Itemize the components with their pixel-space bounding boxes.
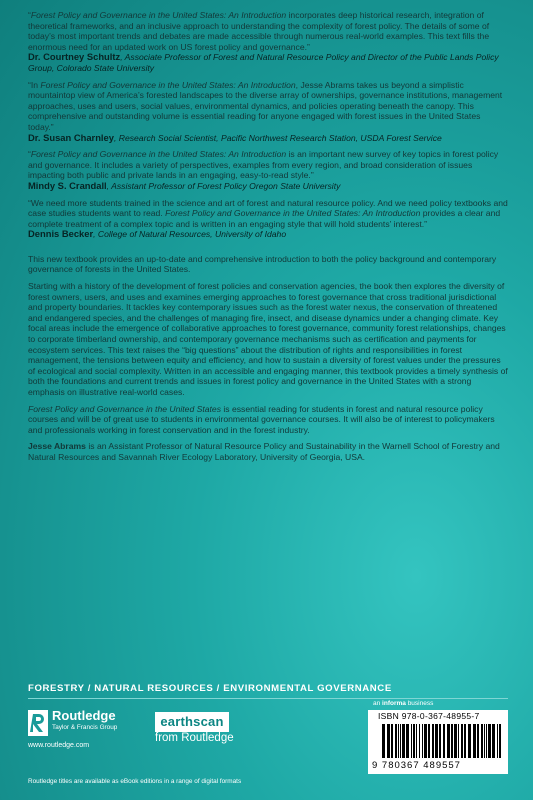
endorsement-text: “In Forest Policy and Governance in the United States: An Introduction, Jesse Abrams takes us beyond a simplistic mountaintop view of America’s forested landscapes to the diverse array of ownerships, governance institutions, management approaches, uses and users, social values, environmental dynamics, and policies operating beneath the canopy. This comprehensive and outstanding volume is essential reading for anyone engaged with forest issues in the United States today.” (28, 79, 503, 132)
endorsement-attribution: Dennis Becker, College of Natural Resources, University of Idaho (28, 228, 287, 240)
cover-text (28, 10, 508, 469)
imprint-from: from Routledge (155, 732, 234, 744)
endorsement-text: “Forest Policy and Governance in the United States: An Introduction incorporates deep historical research, integration of theoretical frameworks, and an inclusive approach to understanding the complexity of forest policy. The details of some of today’s most important trends and debates are made accessible through numerous real-world examples. This text fills the enormous need for an updated work on US forest policy and governance.” (28, 10, 490, 52)
description-body: Starting with a history of the development of forest policies and conservation agencies, the book then explores the diversity of forest owners, users, and uses and examines emerging approaches to forest governance that cross traditional jurisdictional and property boundaries. It tackles key contemporary issues such as the forest water nexus, the conservation of threatened and endangered species, and the challenges of managing fire, insect, and disease dynamics under a changing climate. Key focal areas include the emergence of collaborative approaches to forest governance, community forest relationships, changes to corporate timberland ownership, and contemporary governance mechanisms such as certification and payments for ecosystem services. This text raises the “big questions” about the distribution of rights and responsibilities in forest management, the tensions between equity and efficiency, and how to sustain a diversity of forest values under the pressures of ecological and social complexity. Written in an accessible and engaging manner, this textbook provides a timely synthesis of both the foundations and current trends and issues in forest policy and governance in the United States with a strong emphasis on illustrative real-world cases. (28, 281, 508, 397)
publisher-name: Routledge (52, 708, 116, 723)
endorsement-text: “Forest Policy and Governance in the United States: An Introduction is an important new survey of key topics in forest policy and governance. It includes a variety of perspectives, examples from every region, and broad consideration of issues impacting both public and private lands in an engaging, easy-to-read style.” (28, 149, 499, 181)
publisher-url[interactable]: www.routledge.com (28, 742, 90, 749)
publisher-group: Taylor & Francis Group (52, 724, 118, 731)
endorsement-attribution: Mindy S. Crandall, Assistant Professor of Forest Policy Oregon State University (28, 179, 341, 191)
divider (28, 698, 508, 699)
informa-tagline: an informa business (373, 700, 434, 707)
isbn-label: ISBN 978-0-367-48955-7 (378, 711, 480, 721)
barcode-icon (382, 724, 502, 758)
earthscan-logo: earthscan (155, 712, 229, 732)
routledge-logo-icon (28, 710, 48, 736)
endorsement-attribution: Dr. Courtney Schultz, Associate Professor of Forest and Natural Resource Policy and Director of the Public Lands Policy Group, Colorado State University (28, 51, 499, 73)
endorsement-2 (28, 80, 508, 144)
author-bio: Jesse Abrams is an Assistant Professor of Natural Resource Policy and Sustainability in the Warnell School of Forestry and Natural Resources and Savannah River Ecology Laboratory, University of Georgia, USA. (28, 441, 500, 462)
barcode-digits: 9 780367 489557 (372, 760, 461, 771)
endorsement-1 (28, 10, 508, 74)
endorsement-text: “We need more students trained in the science and art of forest and natural resource policy. And we need policy textbooks and case studies students want to read. Forest Policy and Governance in the United States: An Introduction provides a clear and complete treatment of a complex topic and is written in an engaging style that will hold students’ interest.” (28, 197, 508, 229)
endorsement-3 (28, 149, 508, 191)
subject-categories: FORESTRY / NATURAL RESOURCES / ENVIRONMENTAL GOVERNANCE (28, 683, 392, 694)
endorsement-attribution: Dr. Susan Charnley, Research Social Scientist, Pacific Northwest Research Station, USDA Forest Service (28, 131, 442, 143)
description-intro: This new textbook provides an up-to-date and comprehensive introduction to both the policy background and contemporary governance of forests in the United States. (28, 253, 497, 275)
ebook-note: Routledge titles are available as eBook editions in a range of digital formats (28, 778, 242, 785)
endorsement-4 (28, 198, 508, 240)
description-audience: Forest Policy and Governance in the United States is essential reading for students in forest and natural resource policy courses and will be of great use to students in environmental governance courses. It will also be of interest to policymakers and professionals working in forest conservation and in the forest industry. (28, 403, 495, 435)
